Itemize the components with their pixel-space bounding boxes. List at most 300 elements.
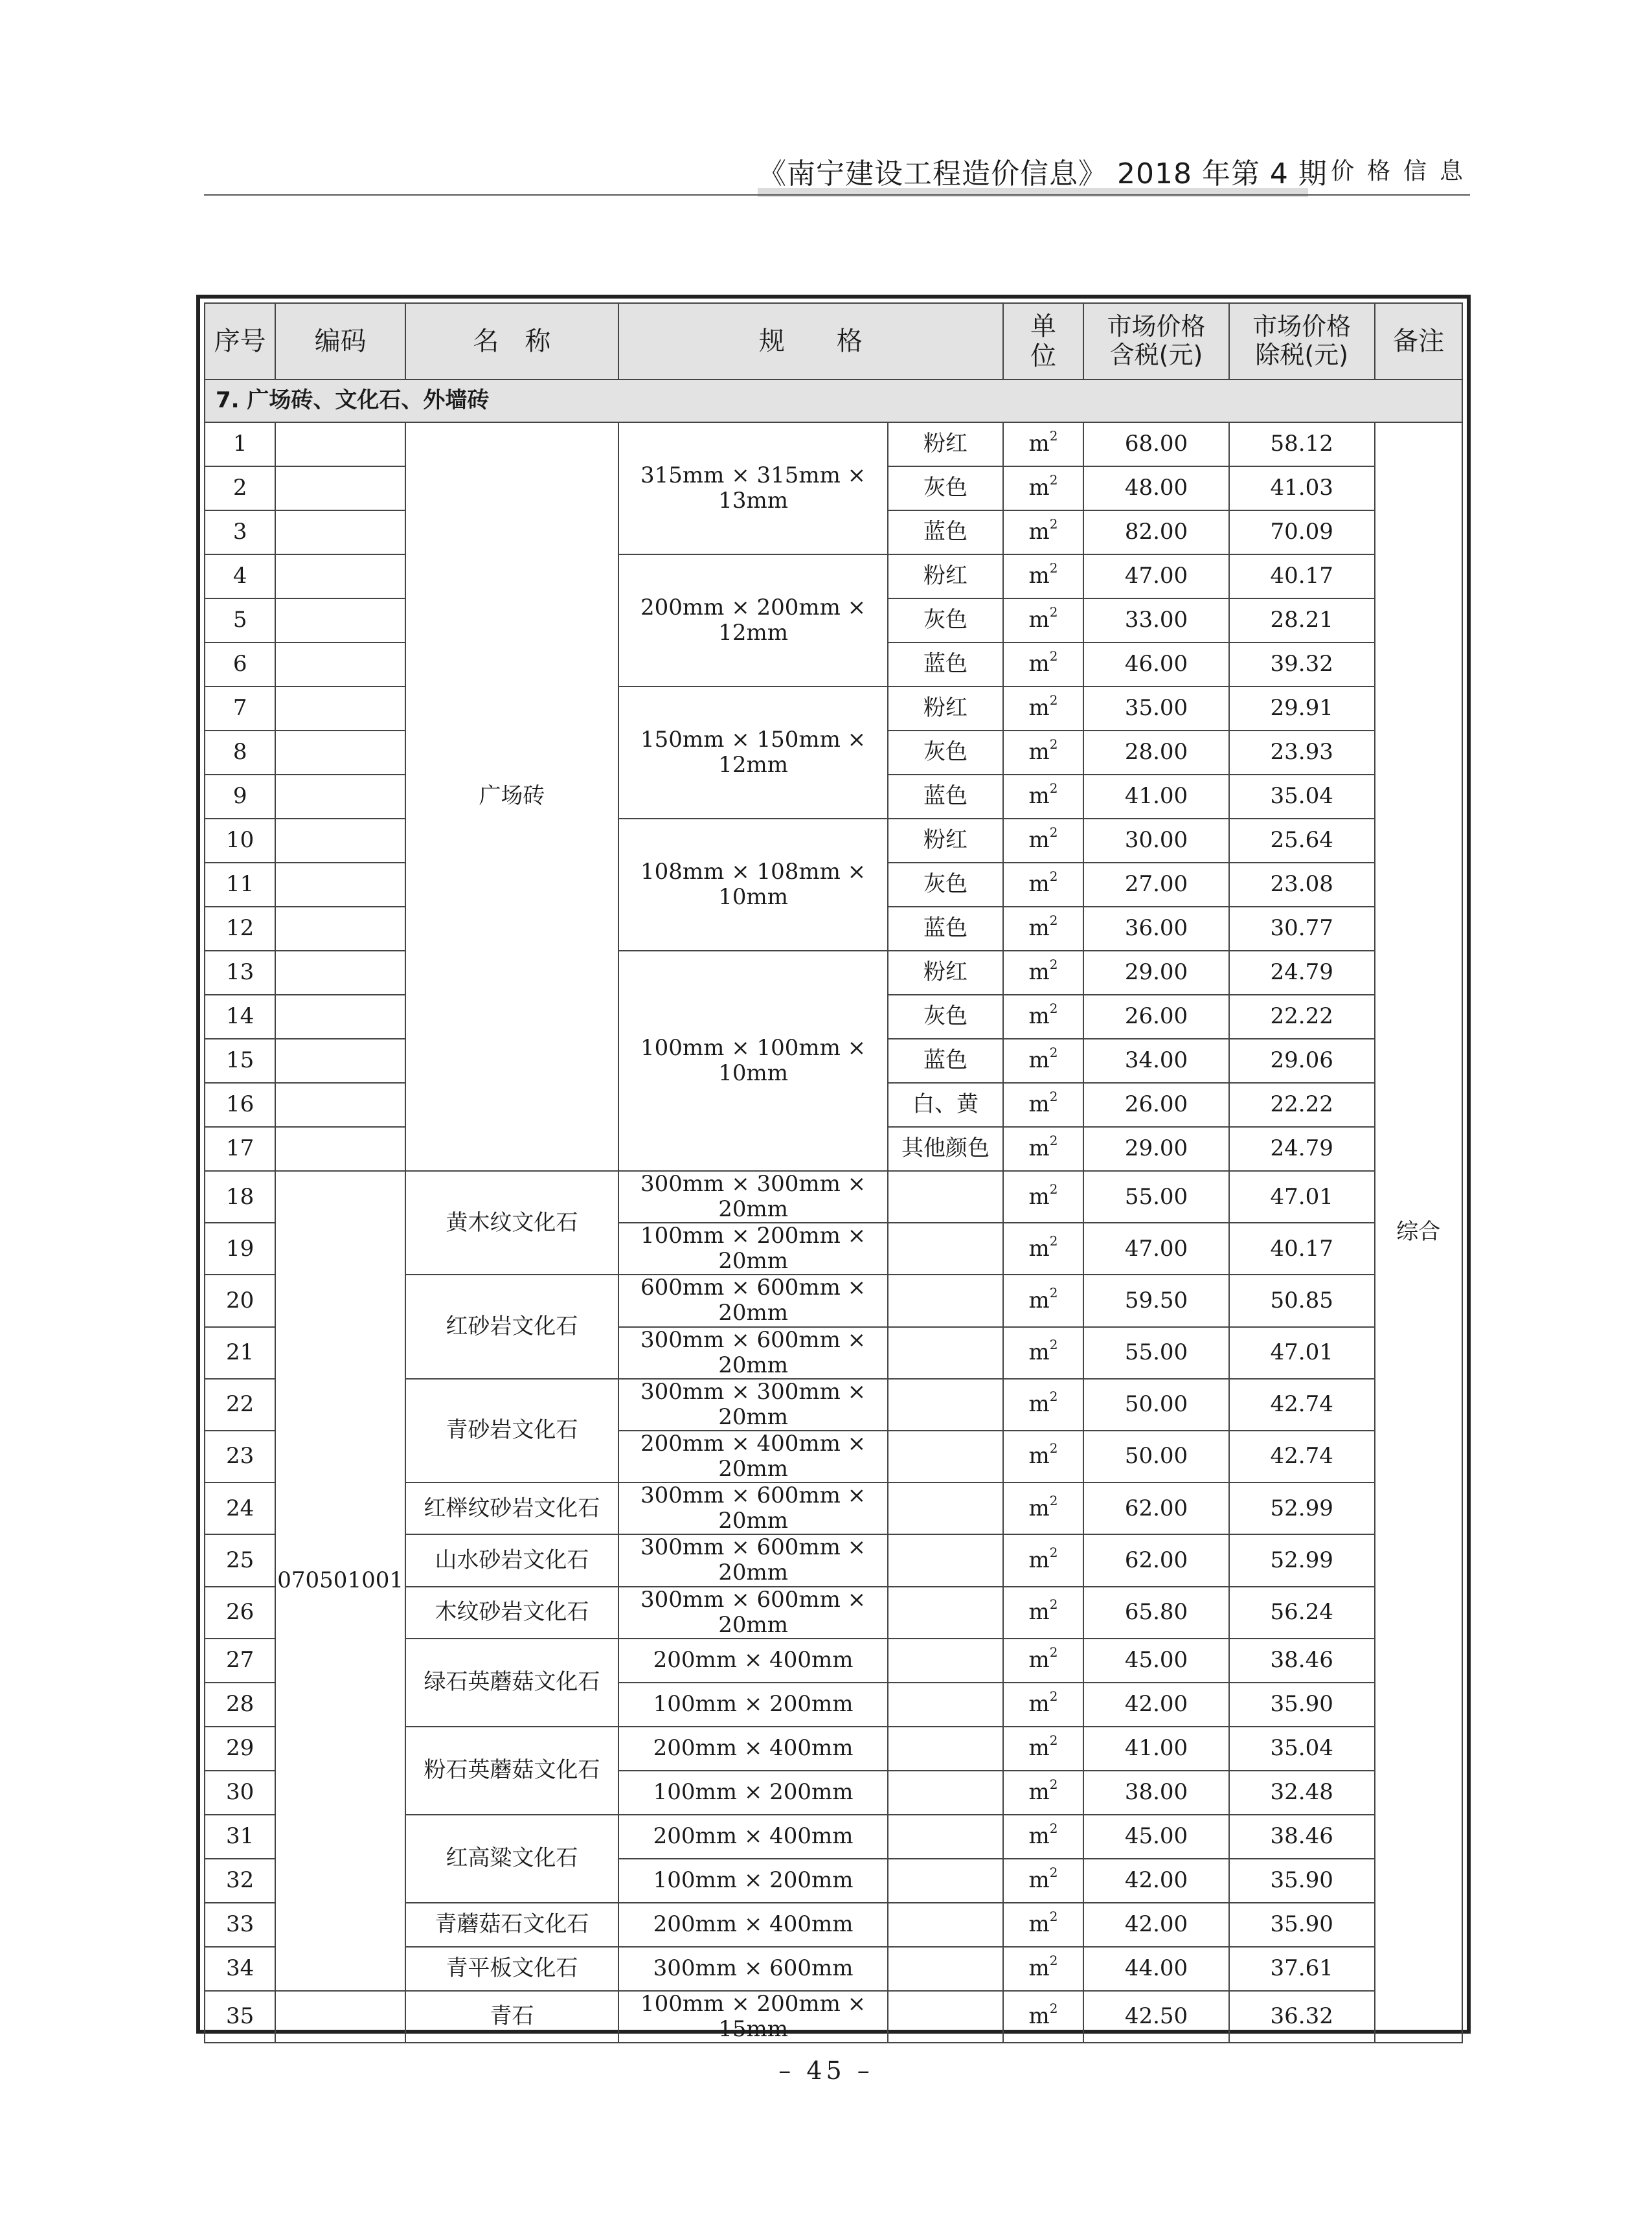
row-price-notax: 41.03 [1229, 466, 1375, 510]
unit-base: m [1028, 1235, 1050, 1262]
row-price-notax: 40.17 [1229, 554, 1375, 598]
row-seq: 25 [205, 1534, 275, 1586]
unit-exponent: 2 [1049, 560, 1058, 576]
row-code [275, 554, 405, 598]
row-price-tax: 62.00 [1083, 1534, 1229, 1586]
row-unit [1003, 995, 1083, 1039]
row-code [275, 863, 405, 907]
row-price-notax: 28.21 [1229, 598, 1375, 642]
row-price-notax: 58.12 [1229, 422, 1375, 466]
unit-exponent: 2 [1049, 1089, 1058, 1105]
row-price-tax: 42.00 [1083, 1859, 1229, 1903]
row-color: 蓝色 [888, 1039, 1003, 1083]
row-price-tax: 26.00 [1083, 1083, 1229, 1127]
row-color [888, 1223, 1003, 1275]
row-unit [1003, 731, 1083, 775]
row-unit [1003, 510, 1083, 554]
row-color: 蓝色 [888, 907, 1003, 951]
row-unit [1003, 1171, 1083, 1223]
row-seq: 13 [205, 951, 275, 995]
row-spec: 300mm × 600mm × 20mm [618, 1327, 888, 1379]
row-price-tax: 34.00 [1083, 1039, 1229, 1083]
row-seq: 32 [205, 1859, 275, 1903]
row-name: 青蘑菇石文化石 [405, 1903, 618, 1947]
row-seq: 12 [205, 907, 275, 951]
row-unit [1003, 1275, 1083, 1326]
row-name: 山水砂岩文化石 [405, 1534, 618, 1586]
unit-exponent: 2 [1049, 1045, 1058, 1061]
row-price-notax: 36.32 [1229, 1991, 1375, 2043]
row-seq: 18 [205, 1171, 275, 1223]
row-seq: 6 [205, 642, 275, 687]
table-row [205, 819, 1462, 863]
row-code [275, 687, 405, 731]
row-price-notax: 35.90 [1229, 1903, 1375, 1947]
row-color: 粉红 [888, 819, 1003, 863]
unit-base: m [1028, 1599, 1050, 1626]
row-price-notax: 29.91 [1229, 687, 1375, 731]
row-price-tax: 62.00 [1083, 1482, 1229, 1534]
table-row [205, 554, 1462, 598]
unit-exponent: 2 [1049, 1001, 1058, 1017]
row-price-notax: 29.06 [1229, 1039, 1375, 1083]
row-code [275, 995, 405, 1039]
unit-base: m [1028, 1339, 1050, 1366]
row-unit [1003, 1771, 1083, 1815]
row-code [275, 466, 405, 510]
unit-base: m [1028, 519, 1050, 545]
row-unit [1003, 819, 1083, 863]
row-seq: 35 [205, 1991, 275, 2043]
row-color [888, 1815, 1003, 1859]
row-name: 红高粱文化石 [405, 1815, 618, 1903]
row-price-tax: 29.00 [1083, 1127, 1229, 1171]
unit-base: m [1028, 651, 1050, 677]
row-price-tax: 47.00 [1083, 1223, 1229, 1275]
section-row [205, 380, 1462, 422]
row-price-tax: 28.00 [1083, 731, 1229, 775]
table-row [205, 1991, 1462, 2043]
row-price-notax: 52.99 [1229, 1534, 1375, 1586]
row-spec: 200mm × 400mm [618, 1815, 888, 1859]
row-spec: 100mm × 200mm × 15mm [618, 1991, 888, 2043]
row-color [888, 1903, 1003, 1947]
row-seq: 26 [205, 1587, 275, 1639]
row-unit [1003, 1534, 1083, 1586]
unit-exponent: 2 [1049, 472, 1058, 488]
row-unit [1003, 1859, 1083, 1903]
row-price-notax: 22.22 [1229, 1083, 1375, 1127]
row-price-tax: 42.00 [1083, 1903, 1229, 1947]
row-color: 粉红 [888, 951, 1003, 995]
unit-base: m [1028, 1047, 1050, 1074]
row-price-tax: 65.80 [1083, 1587, 1229, 1639]
row-unit [1003, 554, 1083, 598]
unit-exponent: 2 [1049, 913, 1058, 929]
row-price-tax: 41.00 [1083, 775, 1229, 819]
row-color: 粉红 [888, 422, 1003, 466]
row-unit [1003, 642, 1083, 687]
row-price-tax: 42.50 [1083, 1991, 1229, 2043]
unit-exponent: 2 [1049, 736, 1058, 753]
row-seq: 17 [205, 1127, 275, 1171]
row-spec: 300mm × 600mm × 20mm [618, 1534, 888, 1586]
row-color [888, 1859, 1003, 1903]
row-color [888, 1327, 1003, 1379]
price-table-frame [196, 295, 1471, 2042]
unit-exponent: 2 [1049, 1644, 1058, 1661]
row-name: 粉石英蘑菇文化石 [405, 1727, 618, 1815]
header-rule [204, 194, 1470, 196]
unit-exponent: 2 [1049, 1953, 1058, 1969]
row-price-tax: 46.00 [1083, 642, 1229, 687]
row-price-tax: 59.50 [1083, 1275, 1229, 1326]
row-name: 绿石英蘑菇文化石 [405, 1639, 618, 1727]
row-price-tax: 47.00 [1083, 554, 1229, 598]
row-code [275, 907, 405, 951]
unit-exponent: 2 [1049, 1181, 1058, 1197]
col-remark: 备注 [1375, 303, 1462, 380]
row-name: 木纹砂岩文化石 [405, 1587, 618, 1639]
row-seq: 33 [205, 1903, 275, 1947]
row-unit [1003, 1482, 1083, 1534]
row-seq: 16 [205, 1083, 275, 1127]
row-color [888, 1534, 1003, 1586]
unit-exponent: 2 [1049, 1865, 1058, 1881]
col-spec: 规 格 [618, 303, 1003, 380]
row-spec: 200mm × 400mm [618, 1639, 888, 1683]
row-price-notax: 24.79 [1229, 1127, 1375, 1171]
row-seq: 22 [205, 1379, 275, 1431]
row-unit [1003, 775, 1083, 819]
unit-exponent: 2 [1049, 1284, 1058, 1300]
unit-base: m [1028, 783, 1050, 810]
unit-exponent: 2 [1049, 648, 1058, 664]
row-color [888, 1379, 1003, 1431]
unit-base: m [1028, 1391, 1050, 1418]
row-unit [1003, 1379, 1083, 1431]
row-seq: 29 [205, 1727, 275, 1771]
unit-exponent: 2 [1049, 516, 1058, 532]
row-color [888, 1639, 1003, 1683]
unit-exponent: 2 [1049, 1492, 1058, 1508]
row-color: 蓝色 [888, 642, 1003, 687]
row-unit [1003, 1083, 1083, 1127]
unit-base: m [1028, 1823, 1050, 1850]
unit-exponent: 2 [1049, 1821, 1058, 1837]
col-price-tax: 市场价格含税(元) [1083, 303, 1229, 380]
row-color [888, 1727, 1003, 1771]
unit-base: m [1028, 475, 1050, 501]
table-row [205, 687, 1462, 731]
row-name: 广场砖 [405, 422, 618, 1171]
row-color: 粉红 [888, 687, 1003, 731]
unit-exponent: 2 [1049, 957, 1058, 973]
row-spec: 108mm × 108mm × 10mm [618, 819, 888, 951]
row-code [275, 951, 405, 995]
row-code [275, 598, 405, 642]
row-price-tax: 33.00 [1083, 598, 1229, 642]
unit-exponent: 2 [1049, 1337, 1058, 1353]
row-price-notax: 22.22 [1229, 995, 1375, 1039]
row-spec: 100mm × 200mm [618, 1683, 888, 1727]
row-color: 其他颜色 [888, 1127, 1003, 1171]
unit-base: m [1028, 1183, 1050, 1210]
row-price-notax: 35.04 [1229, 775, 1375, 819]
row-seq: 9 [205, 775, 275, 819]
unit-base: m [1028, 1443, 1050, 1470]
unit-base: m [1028, 607, 1050, 633]
unit-exponent: 2 [1049, 1777, 1058, 1793]
row-unit [1003, 598, 1083, 642]
unit-base: m [1028, 739, 1050, 766]
page-number: – 45 – [778, 2056, 874, 2085]
unit-base: m [1028, 1003, 1050, 1030]
row-spec: 600mm × 600mm × 20mm [618, 1275, 888, 1326]
row-seq: 20 [205, 1275, 275, 1326]
col-code: 编码 [275, 303, 405, 380]
unit-base: m [1028, 1135, 1050, 1162]
col-price-notax: 市场价格除税(元) [1229, 303, 1375, 380]
row-price-tax: 42.00 [1083, 1683, 1229, 1727]
row-seq: 11 [205, 863, 275, 907]
row-spec: 300mm × 600mm × 20mm [618, 1482, 888, 1534]
row-unit [1003, 466, 1083, 510]
row-spec: 200mm × 400mm [618, 1727, 888, 1771]
col-seq: 序号 [205, 303, 275, 380]
unit-base: m [1028, 1867, 1050, 1894]
publication-title: 《南宁建设工程造价信息》 2018 年第 4 期 [758, 157, 1328, 190]
price-table [204, 302, 1463, 2043]
row-unit [1003, 687, 1083, 731]
row-seq: 30 [205, 1771, 275, 1815]
row-price-notax: 35.90 [1229, 1683, 1375, 1727]
unit-base: m [1028, 1735, 1050, 1762]
row-unit [1003, 907, 1083, 951]
row-seq: 1 [205, 422, 275, 466]
row-unit [1003, 1639, 1083, 1683]
row-price-tax: 55.00 [1083, 1327, 1229, 1379]
row-price-notax: 42.74 [1229, 1379, 1375, 1431]
row-price-tax: 38.00 [1083, 1771, 1229, 1815]
unit-exponent: 2 [1049, 1133, 1058, 1149]
row-code [275, 1991, 405, 2043]
row-seq: 24 [205, 1482, 275, 1534]
row-price-tax: 29.00 [1083, 951, 1229, 995]
unit-exponent: 2 [1049, 1440, 1058, 1457]
row-price-tax: 68.00 [1083, 422, 1229, 466]
unit-base: m [1028, 1647, 1050, 1674]
row-price-notax: 35.04 [1229, 1727, 1375, 1771]
row-color [888, 1947, 1003, 1991]
table-header-row [205, 303, 1462, 380]
row-price-tax: 26.00 [1083, 995, 1229, 1039]
row-code [275, 1083, 405, 1127]
row-seq: 3 [205, 510, 275, 554]
unit-base: m [1028, 563, 1050, 589]
row-name: 青砂岩文化石 [405, 1379, 618, 1482]
row-price-notax: 39.32 [1229, 642, 1375, 687]
row-price-tax: 27.00 [1083, 863, 1229, 907]
row-seq: 34 [205, 1947, 275, 1991]
unit-exponent: 2 [1049, 1232, 1058, 1249]
row-color [888, 1587, 1003, 1639]
row-unit [1003, 422, 1083, 466]
row-price-tax: 45.00 [1083, 1639, 1229, 1683]
row-price-notax: 23.08 [1229, 863, 1375, 907]
row-price-notax: 47.01 [1229, 1327, 1375, 1379]
col-unit: 单位 [1003, 303, 1083, 380]
row-unit [1003, 1683, 1083, 1727]
row-color: 灰色 [888, 466, 1003, 510]
row-code [275, 731, 405, 775]
row-price-tax: 50.00 [1083, 1379, 1229, 1431]
table-row [205, 951, 1462, 995]
row-price-notax: 25.64 [1229, 819, 1375, 863]
row-spec: 150mm × 150mm × 12mm [618, 687, 888, 819]
row-name: 黄木纹文化石 [405, 1171, 618, 1275]
row-spec: 100mm × 200mm [618, 1771, 888, 1815]
unit-exponent: 2 [1049, 604, 1058, 620]
row-seq: 4 [205, 554, 275, 598]
row-unit [1003, 1727, 1083, 1771]
unit-exponent: 2 [1049, 1732, 1058, 1749]
unit-exponent: 2 [1049, 1909, 1058, 1925]
row-price-tax: 48.00 [1083, 466, 1229, 510]
unit-base: m [1028, 915, 1050, 942]
row-code: 070501001 [275, 1171, 405, 1991]
row-spec: 315mm × 315mm × 13mm [618, 422, 888, 554]
row-color [888, 1431, 1003, 1482]
row-price-notax: 42.74 [1229, 1431, 1375, 1482]
row-seq: 28 [205, 1683, 275, 1727]
row-color: 灰色 [888, 863, 1003, 907]
row-color: 灰色 [888, 995, 1003, 1039]
row-color: 灰色 [888, 731, 1003, 775]
row-seq: 15 [205, 1039, 275, 1083]
row-unit [1003, 1223, 1083, 1275]
row-price-notax: 50.85 [1229, 1275, 1375, 1326]
row-price-tax: 30.00 [1083, 819, 1229, 863]
row-price-notax: 23.93 [1229, 731, 1375, 775]
row-code [275, 775, 405, 819]
unit-base: m [1028, 1495, 1050, 1521]
row-price-notax: 35.90 [1229, 1859, 1375, 1903]
row-price-notax: 32.48 [1229, 1771, 1375, 1815]
unit-base: m [1028, 695, 1050, 721]
unit-base: m [1028, 1911, 1050, 1938]
unit-exponent: 2 [1049, 869, 1058, 885]
row-spec: 200mm × 400mm × 20mm [618, 1431, 888, 1482]
table-row [205, 422, 1462, 466]
row-unit [1003, 1815, 1083, 1859]
row-price-tax: 50.00 [1083, 1431, 1229, 1482]
row-color [888, 1683, 1003, 1727]
row-spec: 300mm × 600mm × 20mm [618, 1587, 888, 1639]
row-code [275, 1127, 405, 1171]
row-unit [1003, 1587, 1083, 1639]
row-name: 红榉纹砂岩文化石 [405, 1482, 618, 1534]
unit-base: m [1028, 1955, 1050, 1982]
row-color: 蓝色 [888, 510, 1003, 554]
row-price-notax: 70.09 [1229, 510, 1375, 554]
row-color [888, 1991, 1003, 2043]
row-code [275, 510, 405, 554]
row-price-notax: 30.77 [1229, 907, 1375, 951]
row-spec: 200mm × 200mm × 12mm [618, 554, 888, 687]
table-row [205, 1171, 1462, 1223]
row-remark: 综合 [1375, 422, 1462, 2043]
row-color [888, 1771, 1003, 1815]
row-spec: 300mm × 300mm × 20mm [618, 1379, 888, 1431]
row-color: 灰色 [888, 598, 1003, 642]
unit-base: m [1028, 1691, 1050, 1718]
unit-base: m [1028, 1547, 1050, 1573]
row-spec: 200mm × 400mm [618, 1903, 888, 1947]
unit-base: m [1028, 827, 1050, 854]
row-price-tax: 36.00 [1083, 907, 1229, 951]
unit-exponent: 2 [1049, 824, 1058, 841]
row-name: 红砂岩文化石 [405, 1275, 618, 1378]
unit-exponent: 2 [1049, 1596, 1058, 1613]
row-unit [1003, 1431, 1083, 1482]
row-color: 蓝色 [888, 775, 1003, 819]
row-name: 青石 [405, 1991, 618, 2043]
row-seq: 7 [205, 687, 275, 731]
row-seq: 19 [205, 1223, 275, 1275]
unit-base: m [1028, 431, 1050, 457]
row-price-tax: 45.00 [1083, 1815, 1229, 1859]
row-code [275, 1039, 405, 1083]
row-unit [1003, 1903, 1083, 1947]
row-price-notax: 52.99 [1229, 1482, 1375, 1534]
unit-base: m [1028, 1779, 1050, 1806]
row-price-notax: 38.46 [1229, 1815, 1375, 1859]
row-color [888, 1275, 1003, 1326]
unit-exponent: 2 [1049, 1688, 1058, 1705]
row-price-tax: 41.00 [1083, 1727, 1229, 1771]
row-color [888, 1482, 1003, 1534]
row-price-tax: 55.00 [1083, 1171, 1229, 1223]
row-spec: 300mm × 600mm [618, 1947, 888, 1991]
row-price-notax: 47.01 [1229, 1171, 1375, 1223]
row-price-notax: 24.79 [1229, 951, 1375, 995]
row-unit [1003, 1327, 1083, 1379]
section-label: 价格信息 [1331, 158, 1477, 185]
unit-base: m [1028, 1287, 1050, 1313]
unit-exponent: 2 [1049, 1544, 1058, 1560]
row-price-tax: 35.00 [1083, 687, 1229, 731]
row-seq: 14 [205, 995, 275, 1039]
unit-base: m [1028, 1091, 1050, 1118]
row-price-notax: 38.46 [1229, 1639, 1375, 1683]
row-color: 白、黄 [888, 1083, 1003, 1127]
section-title: 7. 广场砖、文化石、外墙砖 [205, 380, 1462, 422]
unit-base: m [1028, 2003, 1050, 2030]
col-name: 名 称 [405, 303, 618, 380]
row-spec: 100mm × 200mm × 20mm [618, 1223, 888, 1275]
row-seq: 23 [205, 1431, 275, 1482]
row-seq: 2 [205, 466, 275, 510]
unit-exponent: 2 [1049, 780, 1058, 797]
row-price-notax: 56.24 [1229, 1587, 1375, 1639]
row-color [888, 1171, 1003, 1223]
row-seq: 21 [205, 1327, 275, 1379]
row-price-notax: 37.61 [1229, 1947, 1375, 1991]
row-unit [1003, 1947, 1083, 1991]
row-spec: 100mm × 100mm × 10mm [618, 951, 888, 1171]
unit-exponent: 2 [1049, 1389, 1058, 1405]
